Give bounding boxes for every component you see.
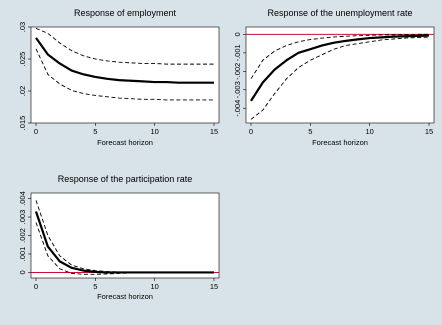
x-axis-label: Forecast horizon [97, 292, 153, 301]
y-tick-label: .002 [18, 228, 27, 243]
y-tick-label: -.004 [233, 99, 242, 117]
y-tick-label: 0 [18, 270, 27, 275]
y-tick-label: .015 [18, 115, 27, 131]
x-tick-label: 15 [424, 127, 434, 136]
y-tick-label: .025 [18, 51, 27, 67]
x-axis-label: Forecast horizon [97, 138, 153, 147]
x-tick-label: 0 [33, 127, 39, 136]
panel-title: Response of the unemployment rate [267, 8, 413, 18]
plot-area [31, 193, 219, 278]
y-tick-label: -.003 [233, 81, 242, 99]
x-axis-label: Forecast horizon [312, 138, 368, 147]
x-tick-label: 10 [150, 127, 159, 136]
y-tick-label: .003 [18, 209, 27, 225]
y-tick-label: -.002 [233, 62, 242, 80]
y-tick-label: .02 [18, 85, 27, 97]
y-tick-label: .004 [18, 191, 27, 206]
plot-area [31, 27, 219, 123]
x-tick-label: 5 [308, 127, 313, 136]
y-tick-label: 0 [233, 32, 242, 37]
x-tick-label: 5 [93, 282, 98, 291]
y-tick-label: -.001 [233, 44, 242, 62]
x-tick-label: 0 [248, 127, 254, 136]
x-tick-label: 15 [209, 127, 219, 136]
x-tick-label: 10 [365, 127, 374, 136]
x-tick-label: 5 [93, 127, 98, 136]
x-tick-label: 0 [33, 282, 39, 291]
y-tick-label: .001 [18, 246, 27, 262]
x-tick-label: 10 [150, 282, 159, 291]
panel-title: Response of the participation rate [57, 174, 193, 184]
panel-title: Response of employment [73, 8, 177, 18]
x-tick-label: 15 [209, 282, 219, 291]
y-tick-label: .03 [18, 21, 27, 33]
